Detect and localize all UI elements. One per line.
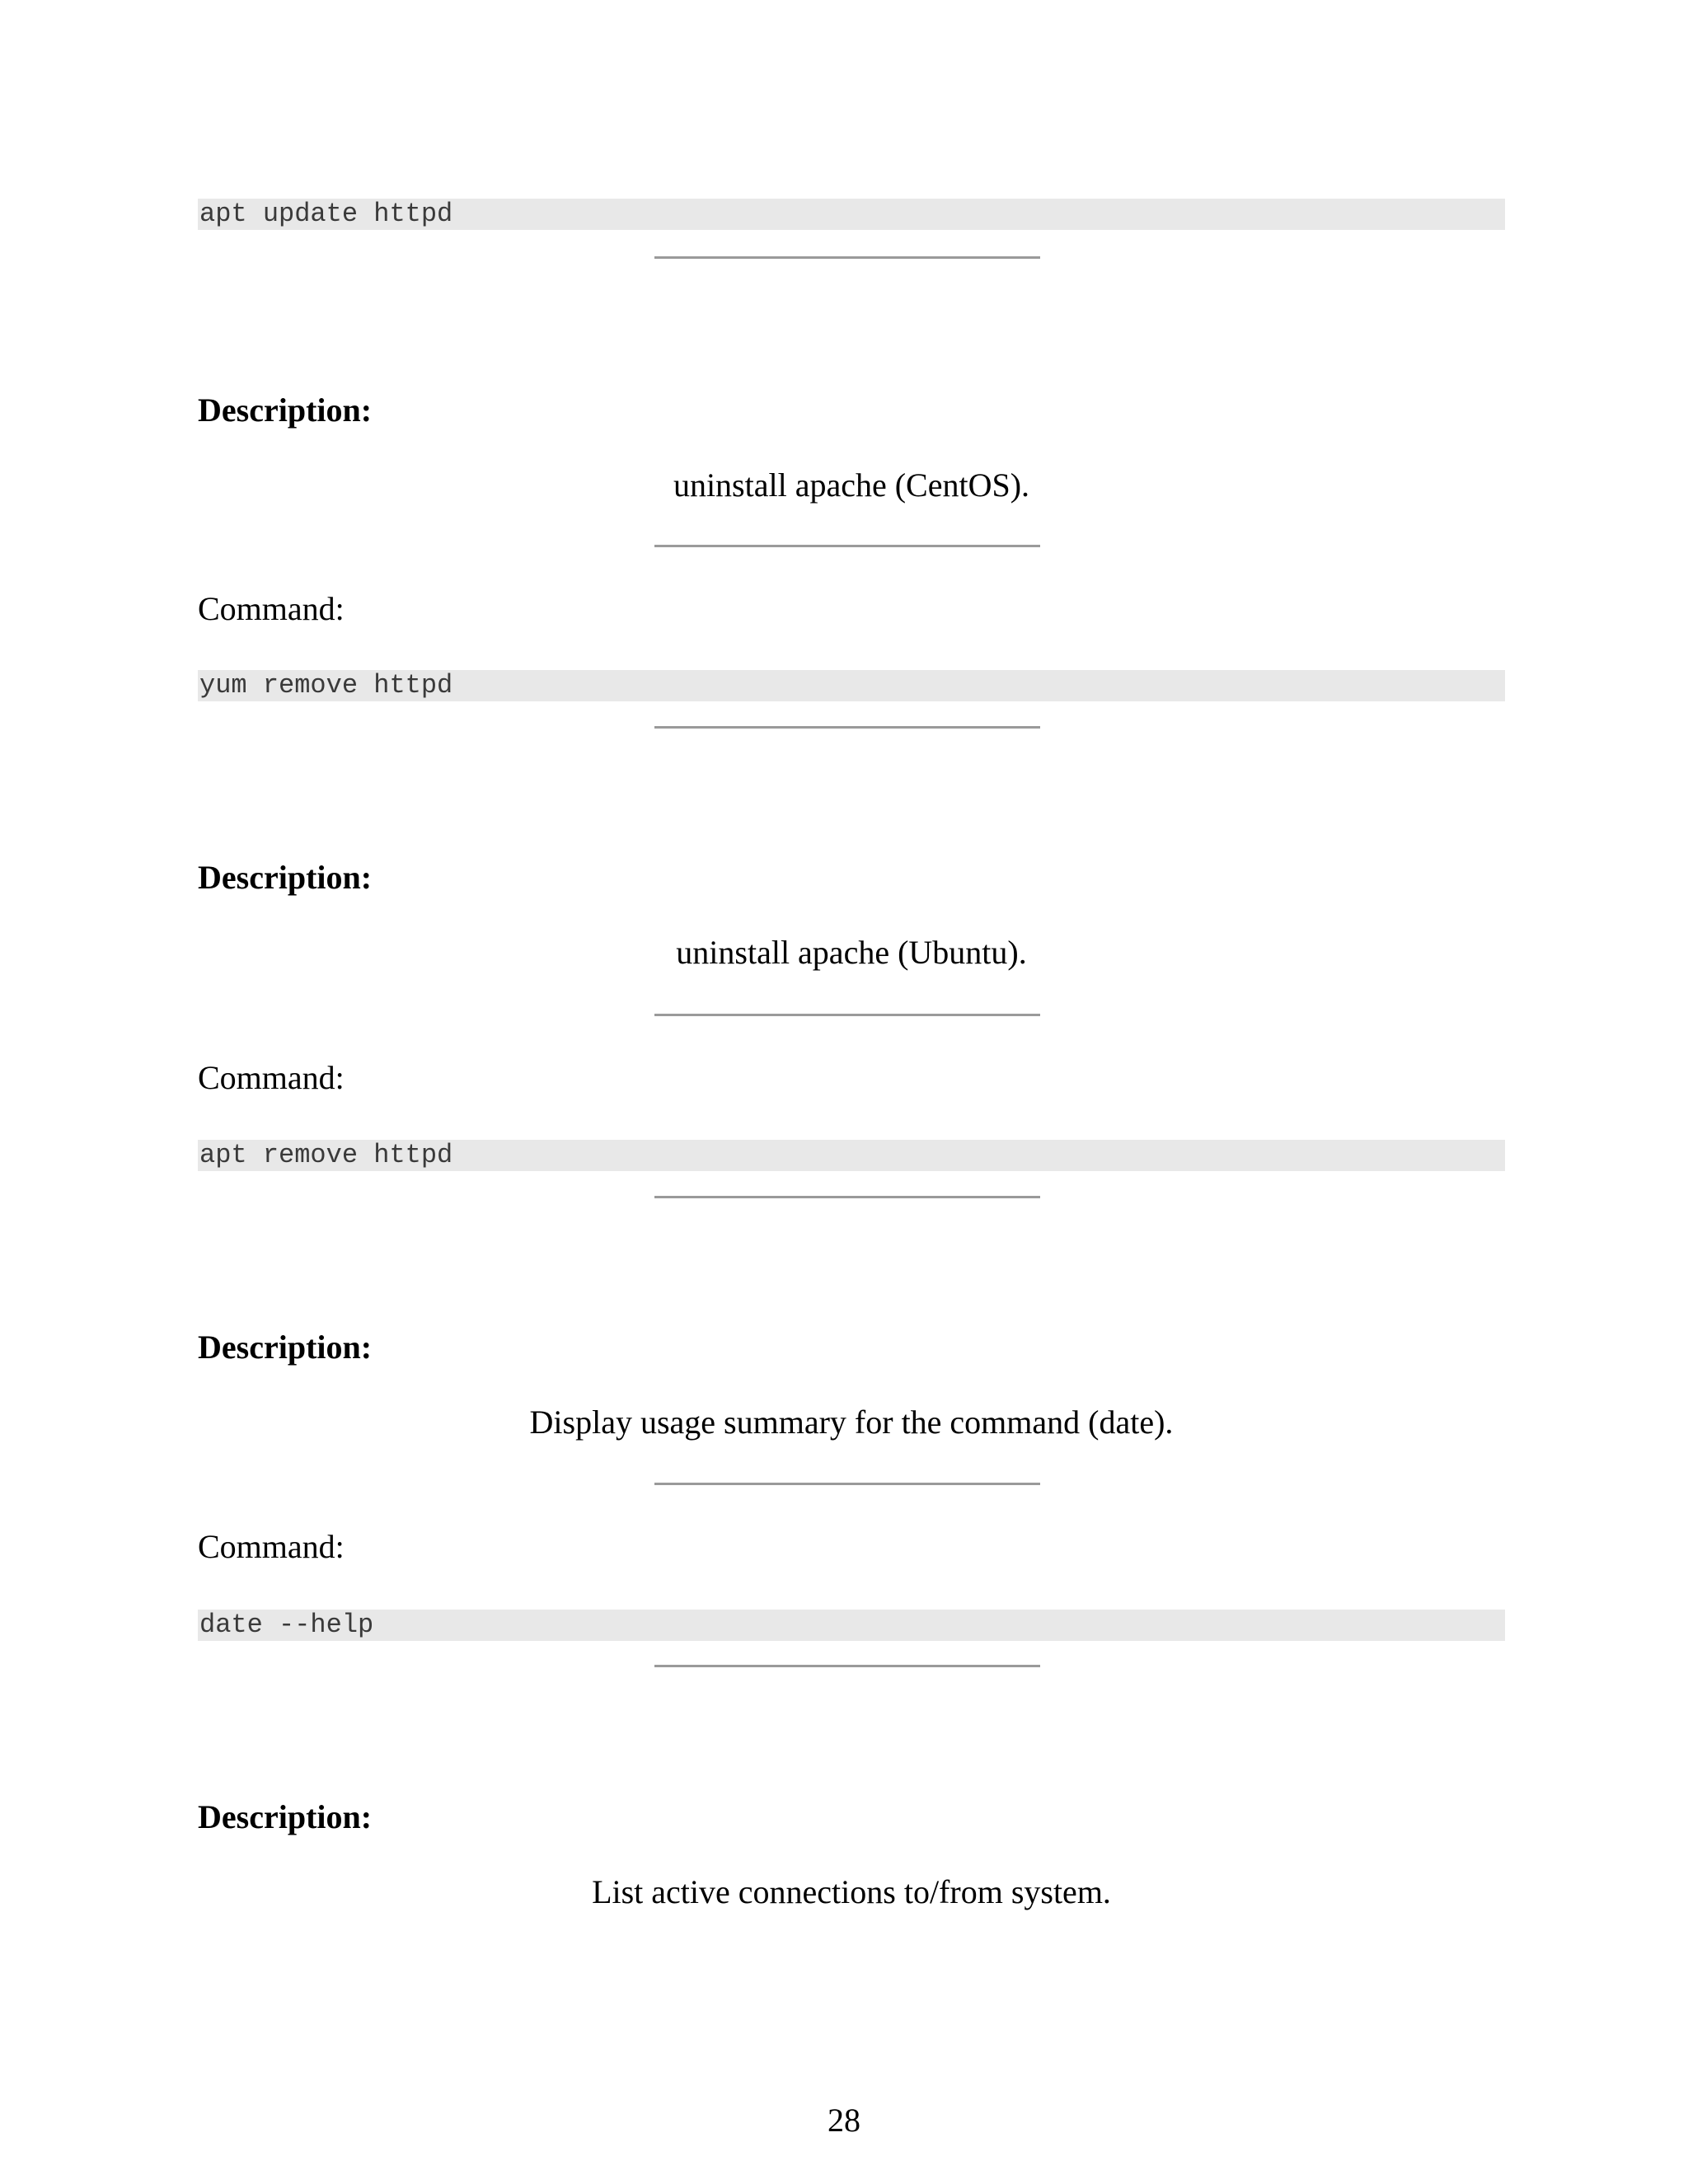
page-number: 28 — [828, 2102, 860, 2139]
description-text: uninstall apache (Ubuntu). — [676, 934, 1027, 971]
command-code-block: apt remove httpd — [198, 1140, 1505, 1171]
description-text: Display usage summary for the command (date). — [529, 1404, 1174, 1441]
separator-rule — [654, 1014, 1040, 1016]
command-code-block: date --help — [198, 1610, 1505, 1641]
command-label: Command: — [198, 1528, 345, 1565]
description-label: Description: — [198, 1329, 373, 1366]
command-label: Command: — [198, 1059, 345, 1096]
separator-rule — [654, 1196, 1040, 1198]
separator-rule — [654, 545, 1040, 547]
command-label: Command: — [198, 590, 345, 627]
separator-rule — [654, 1665, 1040, 1667]
description-text: List active connections to/from system. — [592, 1873, 1111, 1910]
command-code-block: yum remove httpd — [198, 670, 1505, 701]
description-label: Description: — [198, 1798, 373, 1835]
separator-rule — [654, 256, 1040, 259]
separator-rule — [654, 1483, 1040, 1485]
description-label: Description: — [198, 859, 373, 896]
separator-rule — [654, 726, 1040, 729]
command-code-block: apt update httpd — [198, 199, 1505, 230]
description-text: uninstall apache (CentOS). — [673, 466, 1030, 504]
description-label: Description: — [198, 391, 373, 429]
